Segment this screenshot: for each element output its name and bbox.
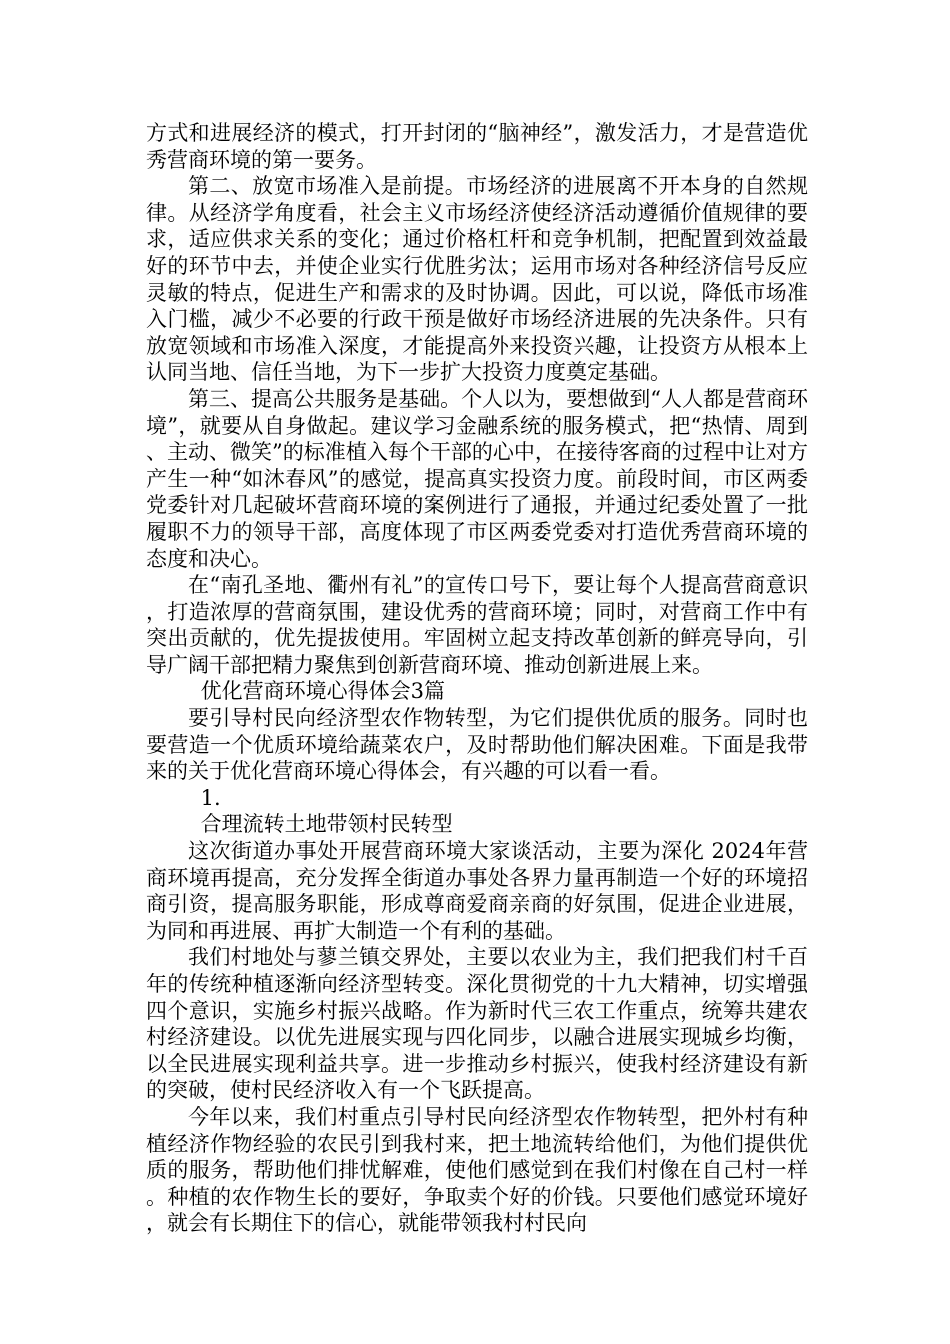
subsection-title: 合理流转土地带领村民转型 bbox=[200, 812, 453, 837]
paragraph: 第三、提高公共服务是基础。个人以为，要想做到“人人都是营商环境”，就要从自身做起。建议学习金融系统的服务模式，把“热情、周到、主动、微笑”的标准植入每个干部的心中，在接待客商的过程中让对方产生一种“如沐春风”的感觉，提高真实投资力度。前段时间，市区两委党委针对几起破坏营商环境的案例进行了通报，并通过纪委处置了一批履职不力的领导干部，高度体现了市区两委党委对打造优秀营商环境的态度和决心。 bbox=[146, 386, 808, 571]
paragraph: 我们村地处与蓼兰镇交界处，主要以农业为主，我们把我们村千百年的传统种植逐渐向经济型转变。深化贯彻党的十九大精神，切实增强四个意识，实施乡村振兴战略。作为新时代三农工作重点，统筹共建农村经济建设。以优先进展实现与四化同步，以融合进展实现城乡均衡，以全民进展实现利益共享。进一步推动乡村振兴，使我村经济建设有新的突破，使村民经济收入有一个飞跃提高。 bbox=[146, 945, 808, 1103]
paragraph: 第二、放宽市场准入是前提。市场经济的进展离不开本身的自然规律。从经济学角度看，社会主义市场经济使经济活动遵循价值规律的要求，适应供求关系的变化；通过价格杠杆和竞争机制，把配置到效益最好的环节中去，并使企业实行优胜劣汰；运用市场对各种经济信号反应灵敏的特点，促进生产和需求的及时协调。因此，可以说，降低市场准入门槛，减少不必要的行政干预是做好市场经济进展的先决条件。只有放宽领域和市场准入深度，才能提高外来投资兴趣，让投资方从根本上认同当地、信任当地，为下一步扩大投资力度奠定基础。 bbox=[146, 174, 808, 385]
section-number: 1. bbox=[200, 785, 221, 810]
document-body bbox=[146, 120, 808, 1237]
paragraph: 要引导村民向经济型农作物转型，为它们提供优质的服务。同时也要营造一个优质环境给蔬菜农户，及时帮助他们解决困难。下面是我带来的关于优化营商环境心得体会，有兴趣的可以看一看。 bbox=[146, 706, 808, 784]
paragraph: 方式和进展经济的模式，打开封闭的“脑神经”，激发活力，才是营造优秀营商环境的第一要务。 bbox=[146, 121, 808, 172]
paragraph: 这次街道办事处开展营商环境大家谈活动，主要为深化 2024年营商环境再提高，充分发挥全街道办事处各界力量再制造一个好的环境招商引资，提高服务职能，形成尊商爱商亲商的好氛围，促进企业进展，为同和再进展、再扩大制造一个有利的基础。 bbox=[146, 839, 808, 943]
paragraph: 今年以来，我们村重点引导村民向经济型农作物转型，把外村有种植经济作物经验的农民引到我村来，把土地流转给他们，为他们提供优质的服务，帮助他们排忧解难，使他们感觉到在我们村像在自己村一样。种植的农作物生长的要好，争取卖个好的价钱。只要他们感觉环境好，就会有长期住下的信心，就能带领我村村民向 bbox=[146, 1104, 808, 1236]
paragraph: 在“南孔圣地、衢州有礼”的宣传口号下，要让每个人提高营商意识，打造浓厚的营商氛围，建设优秀的营商环境；同时，对营商工作中有突出贡献的，优先提拔使用。牢固树立起支持改革创新的鲜亮导向，引导广阔干部把精力聚焦到创新营商环境、推动创新进展上来。 bbox=[146, 573, 808, 677]
section-title: 优化营商环境心得体会3篇 bbox=[200, 679, 445, 704]
